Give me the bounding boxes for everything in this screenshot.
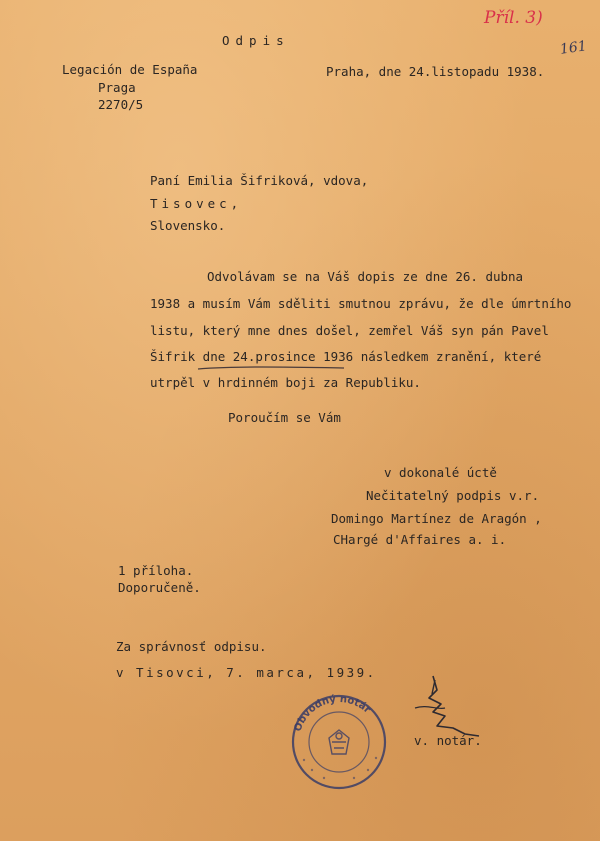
handwritten-underline [196, 364, 346, 372]
page-number: 161 [559, 38, 588, 58]
body-line-5: utrpěl v hrdinném boji za Republiku. [150, 375, 421, 390]
stamp-text: Obvodný notár [292, 693, 373, 734]
signature-line-1: v dokonalé úctě [384, 465, 497, 480]
notary-label: v. notár. [414, 733, 482, 748]
body-line-1: Odvolávam se na Váš dopis ze dne 26. dubna [207, 269, 524, 284]
closing-line: Poroučím se Vám [228, 410, 341, 425]
attachment-line-1: 1 příloha. [118, 563, 194, 578]
recipient-line-2: Tisovec, [150, 196, 243, 211]
reference-number: 2270/5 [98, 97, 144, 112]
signature-line-3: Domingo Martínez de Aragón , [331, 511, 542, 526]
body-line-3: listu, který mne dnes došel, zemřel Váš syn pán Pavel [150, 323, 549, 338]
place-date: Praha, dne 24.listopadu 1938. [326, 64, 545, 79]
certification-place-date: v Tisovci, 7. marca, 1939. [116, 665, 377, 680]
sender-line-1: Legación de España [62, 62, 198, 77]
body-line-4: Šifrik dne 24.prosince 1936 následkem zranění, které [150, 349, 542, 364]
signature-line-4: CHargé d'Affaires a. i. [333, 532, 507, 547]
document-title: Odpis [222, 33, 290, 48]
attachment-line-2: Doporučeně. [118, 580, 201, 595]
recipient-line-3: Slovensko. [150, 218, 226, 233]
handwritten-reference: Příl. 3) [484, 8, 543, 28]
sender-line-2: Praga [98, 80, 136, 95]
recipient-line-1: Paní Emilia Šifriková, vdova, [150, 173, 369, 188]
notary-stamp [284, 690, 394, 790]
signature-line-2: Nečitatelný podpis v.r. [366, 488, 540, 503]
certification-line: Za správnosť odpisu. [116, 639, 267, 654]
body-line-2: 1938 a musím Vám sděliti smutnou zprávu, že dle úmrtního [150, 296, 572, 311]
